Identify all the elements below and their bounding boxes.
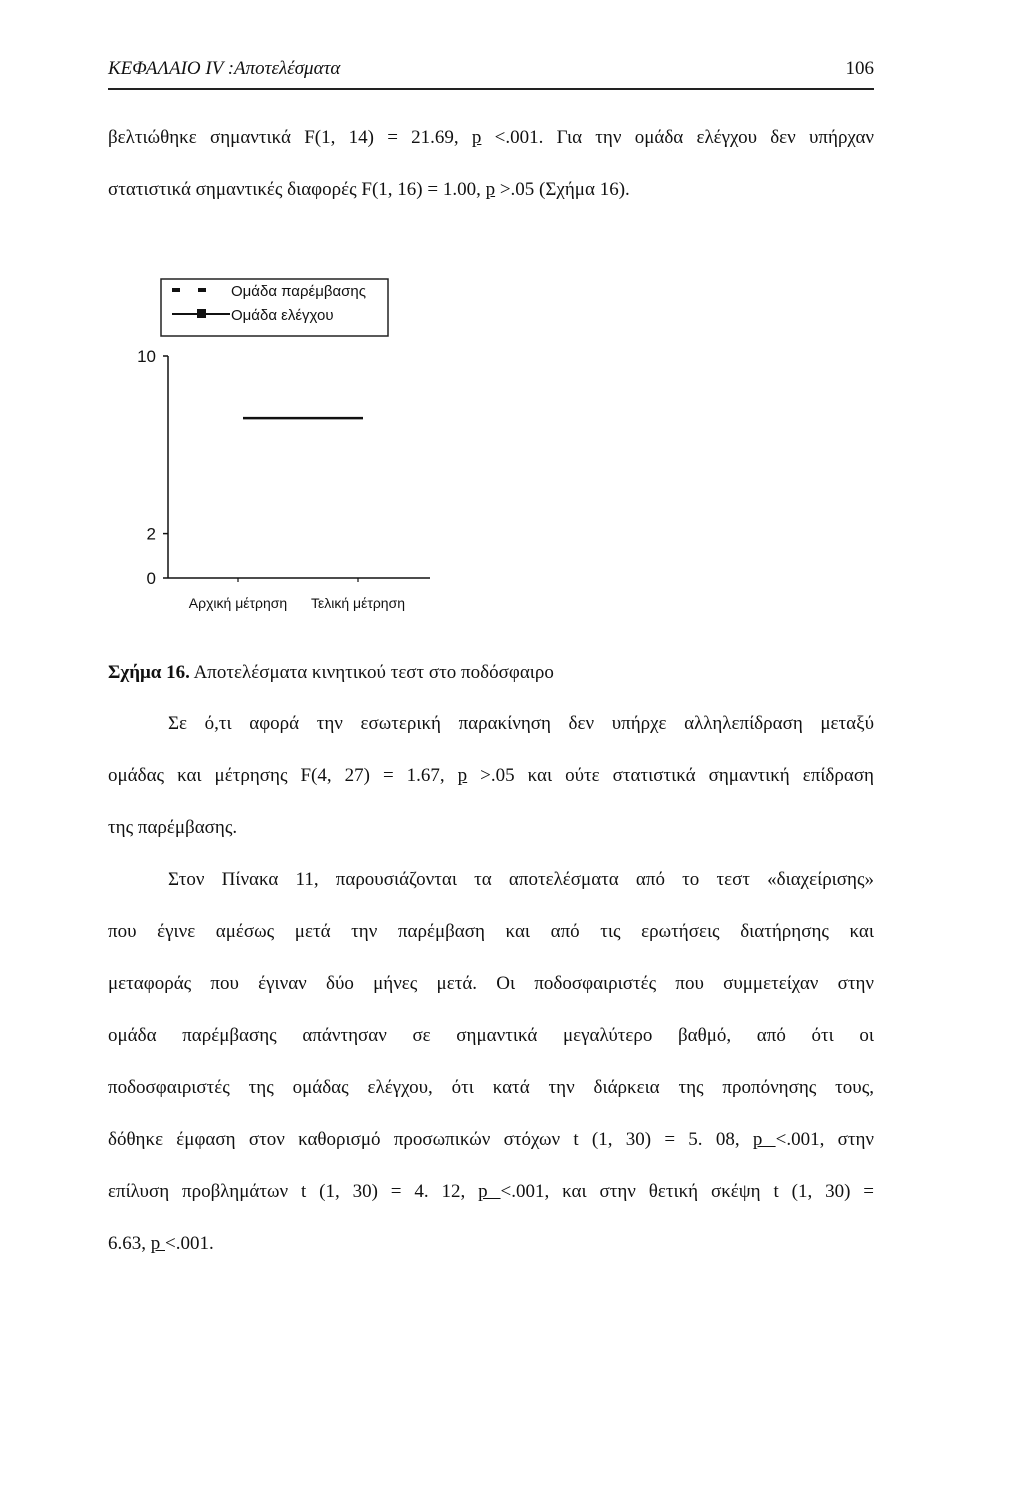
p-symbol: p <box>478 1181 501 1202</box>
p-symbol: p <box>485 179 496 200</box>
para1-line-1: Σε ό,τι αφορά την εσωτερική παρακίνηση δεν υπήρχε αλληλεπίδραση μεταξύ <box>168 713 874 734</box>
text-run: βελτιώθηκε σημαντικά F(1, 14) = 21.69, <box>108 127 472 148</box>
page-header <box>108 58 874 90</box>
chart-legend <box>161 279 388 336</box>
x-ticks <box>189 578 405 611</box>
y-tick-label: 2 <box>146 524 156 544</box>
para2-line-6 <box>108 1128 874 1152</box>
y-tick-label: 10 <box>137 347 156 366</box>
figure-16-chart <box>120 270 450 620</box>
para2-line-2: που έγινε αμέσως μετά την παρέμβαση και από τις ερωτήσεις διατήρησης και <box>108 921 874 942</box>
text-run: 6.63, <box>108 1233 151 1254</box>
text-run: <.001. <box>165 1233 214 1254</box>
intro-line-2 <box>108 178 874 202</box>
text-run: επίλυση προβλημάτων t (1, 30) = 4. 12, <box>108 1181 479 1202</box>
p-symbol: p <box>150 1233 165 1254</box>
text-run: >.05 (Σχήμα 16). <box>495 179 630 200</box>
y-ticks <box>137 347 168 588</box>
x-tick-label: Αρχική μέτρηση <box>188 595 288 611</box>
chapter-title: ΚΕΦΑΛΑΙΟ IV :Αποτελέσματα <box>108 58 341 79</box>
para2-line-1: Στον Πίνακα 11, παρουσιάζονται τα αποτελέσματα από το τεστ «διαχείρισης» <box>168 869 874 890</box>
para2-line-7 <box>108 1180 874 1204</box>
text-run: <.001, στην <box>775 1129 874 1150</box>
para2-line-8 <box>108 1232 874 1256</box>
para2-line-3: μεταφοράς που έγιναν δύο μήνες μετά. Οι ποδοσφαιριστές που συμμετείχαν στην <box>108 973 874 994</box>
text-run: στατιστικά σημαντικές διαφορές F(1, 16) = 1.00, <box>108 179 486 200</box>
text-run: <.001, και στην θετική σκέψη t (1, 30) = <box>500 1181 875 1202</box>
text-run: ομάδας και μέτρησης F(4, 27) = 1.67, <box>108 765 458 786</box>
page-number: 106 <box>845 58 874 79</box>
legend-label-control: Ομάδα ελέγχου <box>231 307 334 324</box>
p-symbol: p <box>752 1129 776 1150</box>
text-run: δόθηκε έμφαση στον καθορισμό προσωπικών στόχων t (1, 30) = 5. 08, <box>108 1129 753 1150</box>
p-symbol: p <box>471 127 482 148</box>
legend-square-marker <box>197 309 206 318</box>
intro-line-1 <box>108 126 874 150</box>
figure-caption <box>108 662 554 684</box>
chart-svg <box>120 270 450 620</box>
text-run: <.001. Για την ομάδα ελέγχου δεν υπήρχαν <box>481 127 874 148</box>
caption-text: Αποτελέσματα κινητικού τεστ στο ποδόσφαιρο <box>189 662 554 683</box>
para1-line-2 <box>108 764 874 788</box>
para2-line-5: ποδοσφαιριστές της ομάδας ελέγχου, ότι κατά την διάρκεια της προπόνησης τους, <box>108 1077 874 1098</box>
text-run: >.05 και ούτε στατιστικά σημαντική επίδραση <box>467 765 874 786</box>
legend-label-intervention: Ομάδα παρέμβασης <box>231 283 366 300</box>
caption-label: Σχήμα 16. <box>108 662 190 683</box>
para1-line-3: της παρέμβασης. <box>108 817 238 838</box>
y-tick-label: 0 <box>146 569 156 588</box>
para2-line-4: ομάδα παρέμβασης απάντησαν σε σημαντικά μεγαλύτερο βαθμό, από ότι οι <box>108 1025 874 1046</box>
x-tick-label: Τελική μέτρηση <box>310 595 406 611</box>
p-symbol: p <box>457 765 468 786</box>
